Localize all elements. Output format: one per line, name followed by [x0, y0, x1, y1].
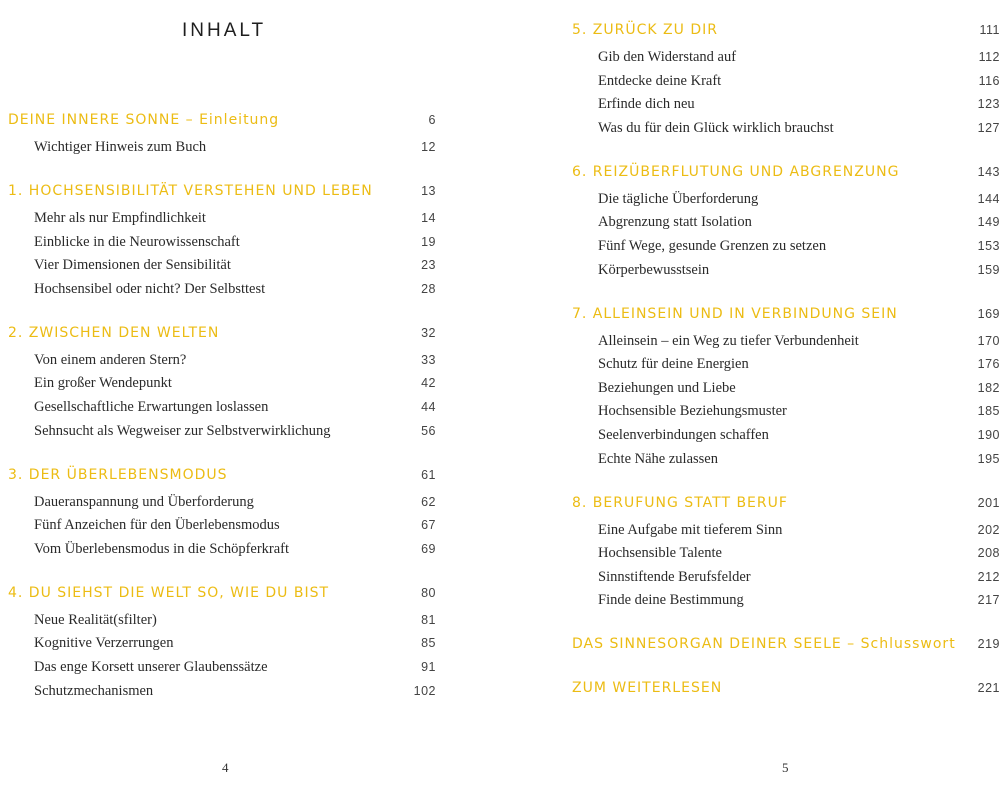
chapter-heading — [8, 582, 436, 604]
entry-title: Schutzmechanismen — [34, 682, 154, 699]
entry-title: Beziehungen und Liebe — [598, 379, 736, 396]
entry-title: Was du für dein Glück wirklich brauchst — [598, 119, 834, 136]
chapter-page-number: 111 — [979, 23, 1000, 37]
toc-title: INHALT — [182, 20, 267, 41]
entry-page-number: 91 — [421, 660, 436, 674]
entry-page-number: 14 — [421, 211, 436, 225]
chapter-heading — [572, 303, 1000, 325]
entry-title: Das enge Korsett unserer Glaubenssätze — [34, 659, 268, 675]
toc-entry — [34, 656, 436, 678]
entry-title: Abgrenzung statt Isolation — [598, 214, 752, 231]
entry-title: Vom Überlebensmodus in die Schöpferkraft — [34, 540, 290, 557]
entry-page-number: 182 — [977, 380, 1000, 395]
entry-page-number: 149 — [977, 215, 1000, 230]
entry-page-number: 195 — [977, 451, 1000, 466]
chapter-title: 6. REIZÜBERFLUTUNG UND ABGRENZUNG — [572, 163, 900, 180]
entry-page-number: 19 — [421, 234, 436, 249]
entry-page-number: 159 — [977, 262, 1000, 277]
toc-entry — [34, 372, 436, 394]
entry-title: Einblicke in die Neurowissenschaft — [34, 233, 240, 250]
chapter-title: 4. DU SIEHST DIE WELT SO, WIE DU BIST — [8, 584, 330, 601]
page-number-left: 4 — [222, 760, 229, 775]
entry-page-number: 123 — [977, 97, 1000, 112]
chapter-page-number: 219 — [977, 637, 1000, 652]
entry-page-number: 33 — [421, 352, 436, 367]
entry-title: Seelenverbindungen schaffen — [598, 427, 769, 443]
right-page — [500, 0, 1000, 800]
entry-title: Gib den Widerstand auf — [598, 49, 737, 65]
chapter-title: DEINE INNERE SONNE – Einleitung — [8, 112, 280, 128]
entry-title: Eine Aufgabe mit tieferem Sinn — [598, 521, 783, 538]
chapter-title: 8. BERUFUNG STATT BERUF — [572, 494, 788, 511]
entry-title: Fünf Anzeichen für den Überlebensmodus — [34, 517, 280, 534]
chapter-page-number: 61 — [421, 467, 436, 482]
entry-page-number: 112 — [978, 50, 1000, 64]
toc-entry — [598, 566, 1000, 588]
entry-page-number: 208 — [977, 546, 1000, 561]
toc-entry — [598, 93, 1000, 115]
chapter-page-number: 221 — [977, 681, 1000, 696]
entry-title: Körperbewusstsein — [598, 261, 710, 278]
entry-page-number: 217 — [977, 593, 1000, 608]
toc-entry — [598, 424, 1000, 446]
toc-entry — [598, 259, 1000, 281]
entry-title: Hochsensible Beziehungsmuster — [598, 403, 787, 420]
toc-entry — [34, 349, 436, 371]
toc-entry — [34, 231, 436, 253]
entry-title: Ein großer Wendepunkt — [34, 375, 172, 392]
chapter-page-number: 32 — [421, 325, 436, 340]
entry-page-number: 153 — [977, 239, 1000, 253]
chapter-heading — [572, 19, 1000, 41]
entry-title: Kognitive Verzerrungen — [34, 635, 174, 652]
chapter-heading — [572, 677, 1000, 699]
entry-title: Neue Realität(sfilter) — [34, 611, 157, 628]
toc-entry — [598, 46, 1000, 68]
chapter-page-number: 13 — [421, 184, 436, 198]
toc-entry — [598, 211, 1000, 233]
entry-title: Alleinsein – ein Weg zu tiefer Verbundenheit — [598, 332, 859, 349]
entry-title: Sinnstiftende Berufsfelder — [598, 568, 751, 585]
entry-page-number: 190 — [977, 428, 1000, 442]
entry-title: Mehr als nur Empfindlichkeit — [34, 210, 206, 226]
entry-page-number: 42 — [421, 376, 436, 391]
entry-page-number: 23 — [421, 258, 436, 273]
chapter-title: 7. ALLEINSEIN UND IN VERBINDUNG SEIN — [572, 305, 898, 322]
toc-entry — [34, 254, 436, 276]
toc-entry — [598, 542, 1000, 564]
toc-entry — [598, 235, 1000, 257]
chapter-page-number: 201 — [977, 495, 1000, 510]
chapter-heading — [8, 322, 436, 344]
entry-title: Sehnsucht als Wegweiser zur Selbstverwirklichung — [34, 422, 331, 439]
entry-title: Entdecke deine Kraft — [598, 72, 722, 89]
chapter-heading — [572, 492, 1000, 514]
page-number-right: 5 — [782, 760, 789, 775]
toc-entry — [34, 278, 436, 300]
toc-entry — [598, 117, 1000, 139]
entry-page-number: 12 — [421, 140, 436, 154]
entry-title: Hochsensible Talente — [598, 545, 722, 562]
entry-page-number: 56 — [421, 423, 436, 438]
chapter-heading — [8, 109, 436, 131]
chapter-page-number: 80 — [421, 585, 436, 600]
entry-page-number: 62 — [421, 494, 436, 509]
entry-title: Finde deine Bestimmung — [598, 592, 744, 609]
chapter-page-number: 169 — [977, 306, 1000, 321]
entry-page-number: 144 — [977, 191, 1000, 206]
chapter-title: 1. HOCHSENSIBILITÄT VERSTEHEN UND LEBEN — [8, 183, 373, 199]
entry-title: Erfinde dich neu — [598, 96, 695, 113]
entry-title: Wichtiger Hinweis zum Buch — [34, 139, 207, 155]
entry-page-number: 185 — [977, 404, 1000, 419]
toc-entry — [34, 491, 436, 513]
toc-entry — [34, 680, 436, 702]
toc-entry — [34, 632, 436, 654]
entry-title: Von einem anderen Stern? — [34, 351, 187, 368]
entry-page-number: 212 — [977, 569, 1000, 584]
entry-page-number: 67 — [421, 518, 436, 533]
entry-title: Echte Nähe zulassen — [598, 450, 718, 467]
entry-title: Fünf Wege, gesunde Grenzen zu setzen — [598, 238, 827, 254]
entry-page-number: 44 — [421, 400, 436, 414]
toc-entry — [34, 420, 436, 442]
toc-entry — [34, 207, 436, 229]
chapter-title: 3. DER ÜBERLEBENSMODUS — [8, 466, 228, 483]
toc-entry — [598, 589, 1000, 611]
toc-entry — [598, 188, 1000, 210]
chapter-page-number: 143 — [977, 164, 1000, 179]
toc-entry — [598, 519, 1000, 541]
chapter-heading — [8, 180, 436, 202]
entry-title: Gesellschaftliche Erwartungen loslassen — [34, 399, 269, 415]
chapter-title: 5. ZURÜCK ZU DIR — [572, 22, 718, 38]
toc-entry — [598, 448, 1000, 470]
entry-page-number: 28 — [421, 281, 436, 296]
entry-title: Daueranspannung und Überforderung — [34, 493, 254, 510]
entry-page-number: 127 — [977, 120, 1000, 135]
chapter-heading — [572, 633, 1000, 655]
chapter-title: 2. ZWISCHEN DEN WELTEN — [8, 324, 220, 341]
chapter-page-number: 6 — [428, 113, 436, 127]
toc-entry — [34, 136, 436, 158]
toc-entry — [34, 609, 436, 631]
toc-entry — [598, 400, 1000, 422]
toc-entry — [598, 70, 1000, 92]
chapter-title: DAS SINNESORGAN DEINER SEELE – Schlusswort — [572, 636, 956, 653]
entry-page-number: 202 — [977, 522, 1000, 537]
toc-entry — [34, 538, 436, 560]
toc-entry — [34, 396, 436, 418]
chapter-heading — [8, 464, 436, 486]
toc-entry — [598, 377, 1000, 399]
entry-title: Schutz für deine Energien — [598, 356, 749, 373]
entry-title: Die tägliche Überforderung — [598, 190, 759, 207]
entry-page-number: 102 — [413, 683, 436, 698]
entry-page-number: 176 — [977, 357, 1000, 372]
toc-entry — [34, 514, 436, 536]
entry-page-number: 85 — [421, 636, 436, 651]
entry-title: Vier Dimensionen der Sensibilität — [34, 257, 231, 274]
chapter-title: ZUM WEITERLESEN — [572, 680, 723, 697]
entry-title: Hochsensibel oder nicht? Der Selbsttest — [34, 280, 266, 297]
toc-entry — [598, 330, 1000, 352]
entry-page-number: 170 — [977, 333, 1000, 348]
entry-page-number: 81 — [421, 612, 436, 627]
entry-page-number: 116 — [978, 73, 1000, 88]
entry-page-number: 69 — [421, 541, 436, 556]
chapter-heading — [572, 161, 1000, 183]
toc-entry — [598, 353, 1000, 375]
